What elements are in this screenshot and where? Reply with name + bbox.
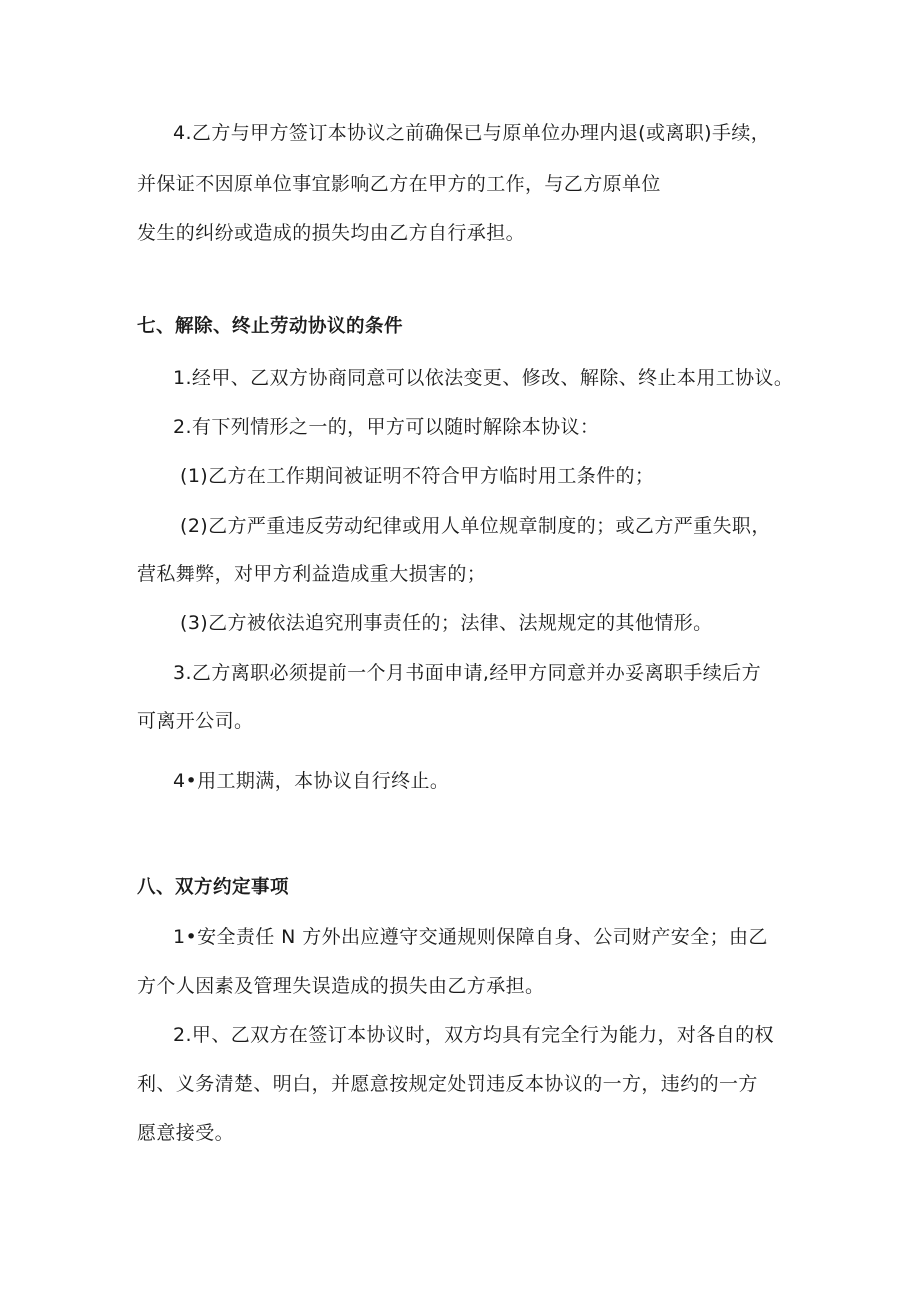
section8-line-3: 2.甲、乙双方在签订本协议时，双方均具有完全行为能力，对各自的权 — [173, 1024, 774, 1046]
item4-line-2: 并保证不因原单位事宜影响乙方在甲方的工作，与乙方原单位 — [137, 173, 661, 195]
item4-line-3: 发生的纠纷或造成的损失均由乙方自行承担。 — [137, 222, 526, 244]
section8-line-5: 愿意接受。 — [137, 1122, 235, 1144]
section8-line-2: 方个人因素及管理失误造成的损失由乙方承担。 — [137, 975, 545, 997]
section7-line-5: 营私舞弊，对甲方利益造成重大损害的； — [137, 563, 487, 585]
section8-line-1: 1•安全责任 N 方外出应遵守交通规则保障自身、公司财产安全；由乙 — [173, 926, 768, 948]
section7-line-3: (1)乙方在工作期间被证明不符合甲方临时用工条件的； — [180, 465, 655, 487]
section7-line-4: (2)乙方严重违反劳动纪律或用人单位规章制度的；或乙方严重失职， — [180, 515, 771, 537]
item4-line-1: 4.乙方与甲方签订本协议之前确保已与原单位办理内退(或离职)手续， — [173, 122, 771, 144]
section7-heading: 七、解除、终止劳动协议的条件 — [137, 316, 404, 337]
section7-line-7: 3.乙方离职必须提前一个月书面申请,经甲方同意并办妥离职手续后方 — [173, 662, 761, 684]
section7-line-1: 1.经甲、乙双方协商同意可以依法变更、修改、解除、终止本用工协议。 — [173, 367, 794, 389]
section7-line-9: 4•用工期满，本协议自行终止。 — [173, 770, 450, 792]
section7-line-6: (3)乙方被依法追究刑事责任的；法律、法规规定的其他情形。 — [180, 612, 713, 634]
section7-line-8: 可离开公司。 — [137, 710, 254, 732]
section7-line-2: 2.有下列情形之一的，甲方可以随时解除本协议： — [173, 416, 600, 438]
section8-heading: 八、双方约定事项 — [137, 877, 290, 898]
section8-line-4: 利、义务清楚、明白，并愿意按规定处罚违反本协议的一方，违约的一方 — [137, 1073, 758, 1095]
